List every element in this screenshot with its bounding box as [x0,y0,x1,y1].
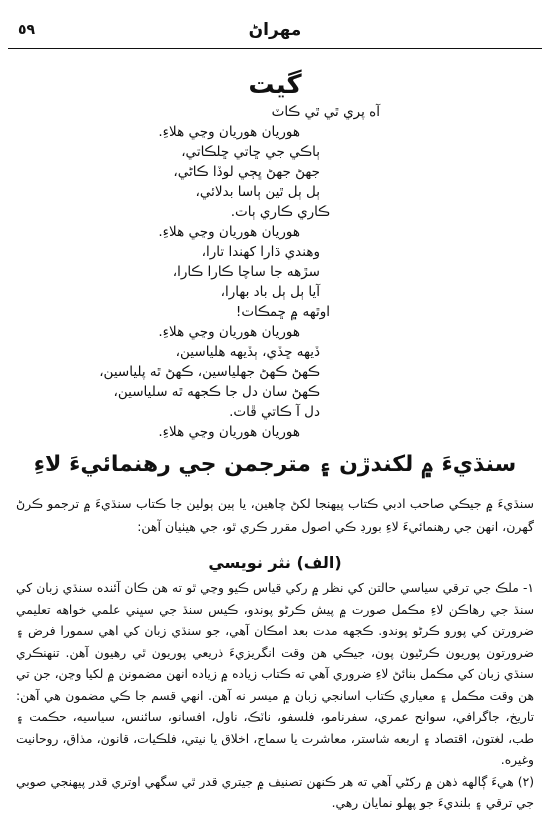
section-heading: سنڌيءَ ۾ لکندڙن ۽ مترجمن جي رهنمائيءَ لاءِ [33,452,517,477]
poem-line: هوريان هوريان وڃي هلاءِ. [158,324,300,340]
poem-line: سڙهه جا ساچا ڪارا ڪارا، [172,264,320,280]
poem-line: هوريان هوريان وڃي هلاءِ. [158,224,300,240]
poem-line: هوريان هوريان وڃي هلاءِ. [158,124,300,140]
poem-line: ڏيهه ڇڏي، ٻڏيهه هلياسين، [175,344,320,360]
page-header [10,18,540,48]
poem-line: ٻل ٻل ٿين ٻاسا بدلائي، [195,184,320,200]
page-number: ٥٩ [18,22,36,38]
header-rule [8,48,542,49]
poem-line: وهندي ڌارا کهندا تارا، [201,244,320,260]
subheading: (الف) نثر نويسي [208,553,342,572]
poem-line: ڪاري ڪاري ٻات. [230,204,330,220]
poem-line: ڪهڻ سان دل جا ڪجهه ٿه سلياسين، [113,384,320,400]
paragraph-2: (٢) هيءَ ڳالهه ذهن ۾ رکڻي آهي ته هر ڪنهن تصنيف ۾ جيتري قدر ٿي سگهي اوتري قدر پيهنجي صوبي جي ترقي ۽ بلنديءَ جو پهلو نمايان رهي. [16,774,534,810]
poem-line: آه پري ٿي ٿي ڪاٽ [271,104,380,120]
poem-line: دل آ ڪاتي ڦات. [229,404,320,420]
poem-line: ڪهڻ ڪهڻ جهلياسين، ڪهڻ ٿه پلياسين، [99,364,320,380]
poem-line: هوريان هوريان وڃي هلاءِ. [158,424,300,440]
poem-line: آيا ٻل ٻل باد بهارا، [220,284,320,300]
paragraph-1: ١- ملڪ جي ترقي سياسي حالتن کي نظر ۾ رکي قياس ڪيو وڃي ٿو ته هن ڪان آئنده سنڌي زبان کي سنڌ جي رهاڪن لاءِ مڪمل صورت ۾ پيش ڪرڻو پوندو، ڪيس سنڌ جي سڀني علمي خواهه تعليمي ضرورتن کي پورو ڪرڻو پوندو. ڪجهه مدت بعد امڪان آهي، جو سنڌي زبان کي اهي سمورا فرض ۽ ضرورتون پوريون ڪرڻيون پون، جيڪي هن وقت انگريزيءَ ذريعي پوريون ٿي رهيون آهن. تنهنڪري سنڌي زبان کي مڪمل بنائڻ لاءِ ضروري آهي ته ڪتاب زياده ۾ زياده انهن مضمونن ۾ لکيا وڃن، جن تي هن وقت مڪمل ۽ معياري ڪتاب اسانجي زبان ۾ ميسر نه آهن. انهي قسم جا ڪي مضمون هي آهن: تاريخ، جاگرافي، سوانح عمري، سفرنامو، فلسفو، ناٽڪ، ناول، افسانو، سائنس، سياسيه، حڪمت ۽ طب، لغتون، اقتصاد ۽ اربعه شاستر، معاشرت يا سماج، اخلاق يا نيتي، فلڪيات، قانون، مذاق، روحانيت وغيره. [16,581,534,767]
poem-title: گيت [248,70,302,100]
intro-paragraph [16,492,534,538]
poem-line: اوٿهه ۾ ڇمڪات! [235,304,330,320]
body-text [16,578,534,815]
poem-line: ٻاڪي جي ڇاتي ڇلڪاتي، [181,144,320,160]
poem-line: جهڻ جهڻ ڀڄي لوڏا ڪاڻي، [173,164,320,180]
intro-text: سنڌيءَ ۾ جيڪي صاحب ادبي ڪتاب پيهنجا لکڻ چاهين، يا ٻين ٻولين جا ڪتاب سنڌيءَ ۾ ترجمو ڪرڻ گهرن، انهن جي رهنمائيءَ لاءِ بورڊ ڪي اصول مقرر ڪري ٿو، جي هيٺيان آهن: [16,496,534,534]
running-title: مهراڻ [248,20,302,40]
